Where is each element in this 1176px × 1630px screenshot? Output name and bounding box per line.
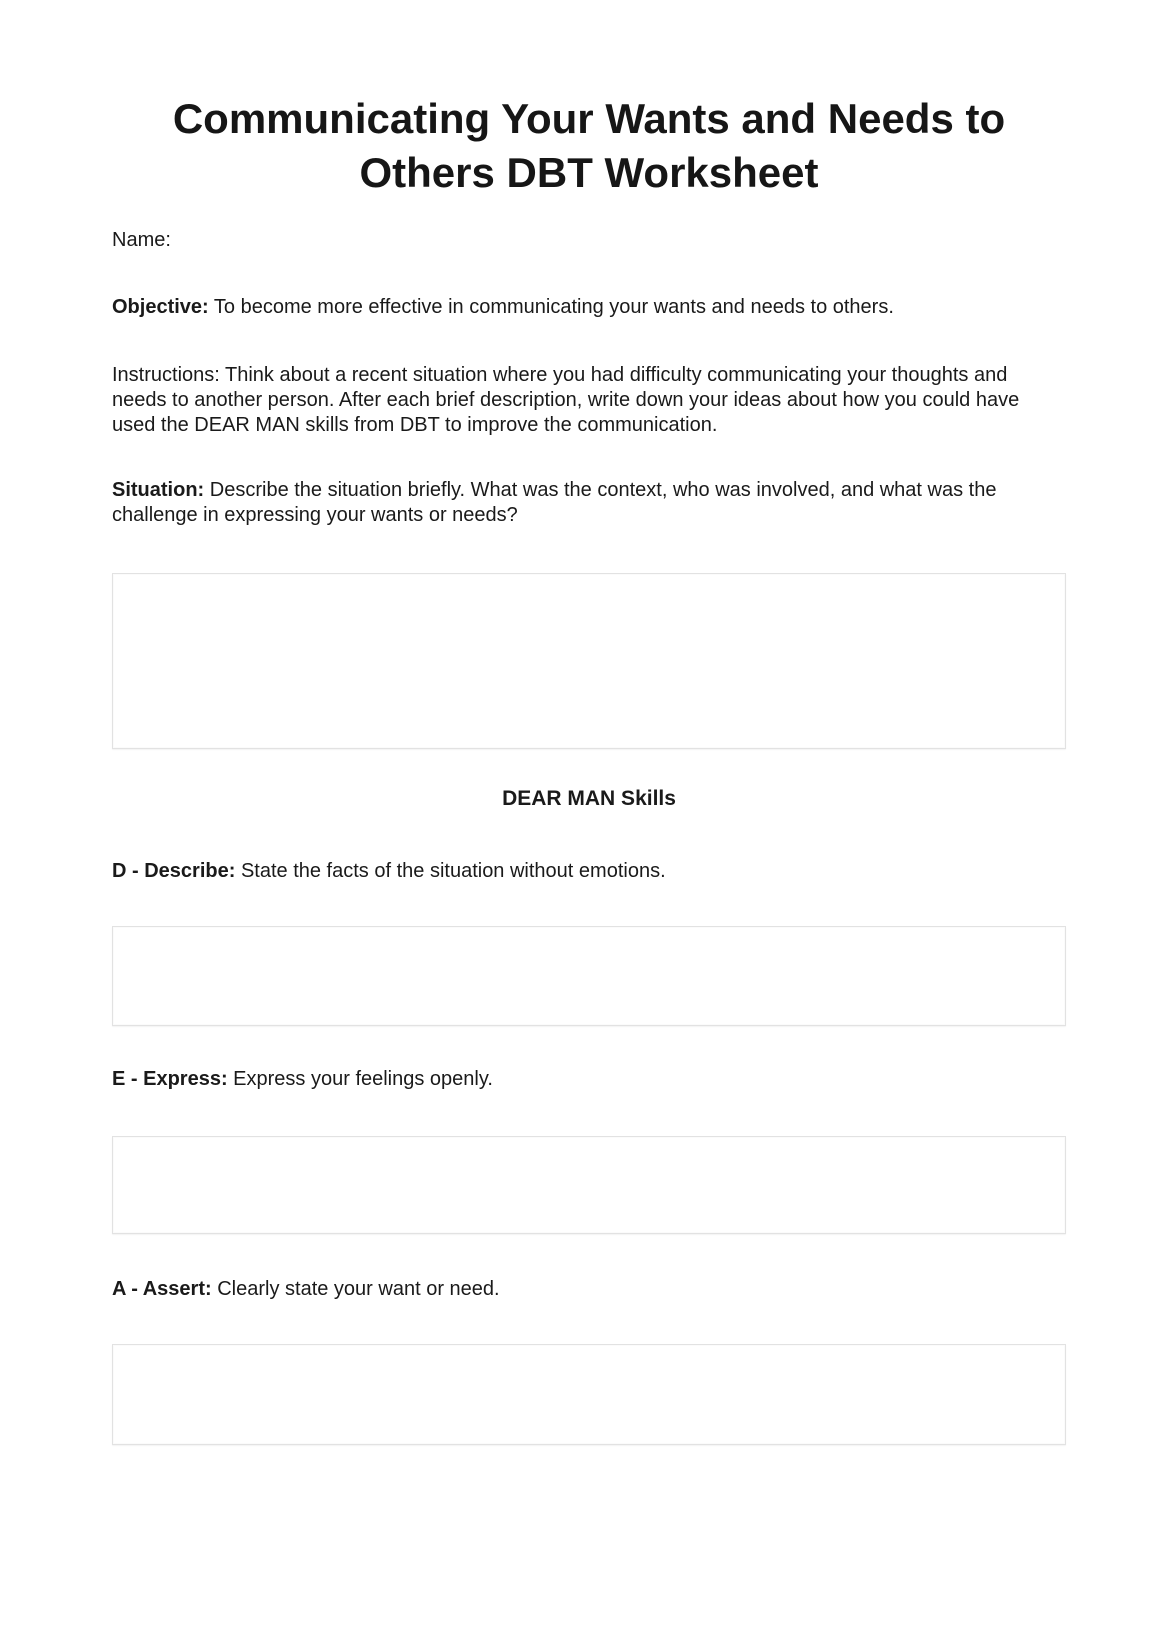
- skill-assert-text: Clearly state your want or need.: [217, 1278, 500, 1300]
- objective-label: Objective:: [112, 296, 209, 318]
- name-field: [112, 228, 1066, 253]
- skill-express-label: E - Express:: [112, 1068, 228, 1090]
- worksheet-content: [0, 92, 1176, 1445]
- instructions-text: Instructions: Think about a recent situation where you had difficulty communicating your thoughts and needs to another person. After each brief description, write down your ideas about how you could have used the DEAR MAN skills from DBT to improve the communication.: [112, 364, 1020, 436]
- situation-line: [112, 478, 1066, 528]
- assert-answer-box[interactable]: [112, 1344, 1066, 1445]
- page-title: Communicating Your Wants and Needs to Others DBT Worksheet: [172, 95, 1006, 196]
- describe-answer-box[interactable]: [112, 926, 1066, 1026]
- situation-text: Describe the situation briefly. What was the context, who was involved, and what was the challenge in expressing your wants or needs?: [112, 479, 997, 526]
- situation-answer-box[interactable]: [112, 573, 1066, 749]
- objective-line: [112, 295, 1066, 320]
- skill-assert-line: [112, 1277, 1066, 1302]
- skill-describe-line: [112, 859, 1066, 884]
- section-heading: DEAR MAN Skills: [502, 787, 676, 810]
- skill-describe-text: State the facts of the situation without emotions.: [240, 860, 666, 882]
- skill-assert-label: A - Assert:: [112, 1278, 212, 1300]
- situation-label: Situation:: [112, 479, 205, 501]
- skill-express-line: [112, 1067, 1066, 1092]
- skill-describe-label: D - Describe:: [112, 860, 236, 882]
- objective-text: To become more effective in communicating your wants and needs to others.: [213, 296, 894, 318]
- skill-express-text: Express your feelings openly.: [233, 1068, 493, 1090]
- express-answer-box[interactable]: [112, 1136, 1066, 1234]
- name-label: Name:: [112, 229, 171, 251]
